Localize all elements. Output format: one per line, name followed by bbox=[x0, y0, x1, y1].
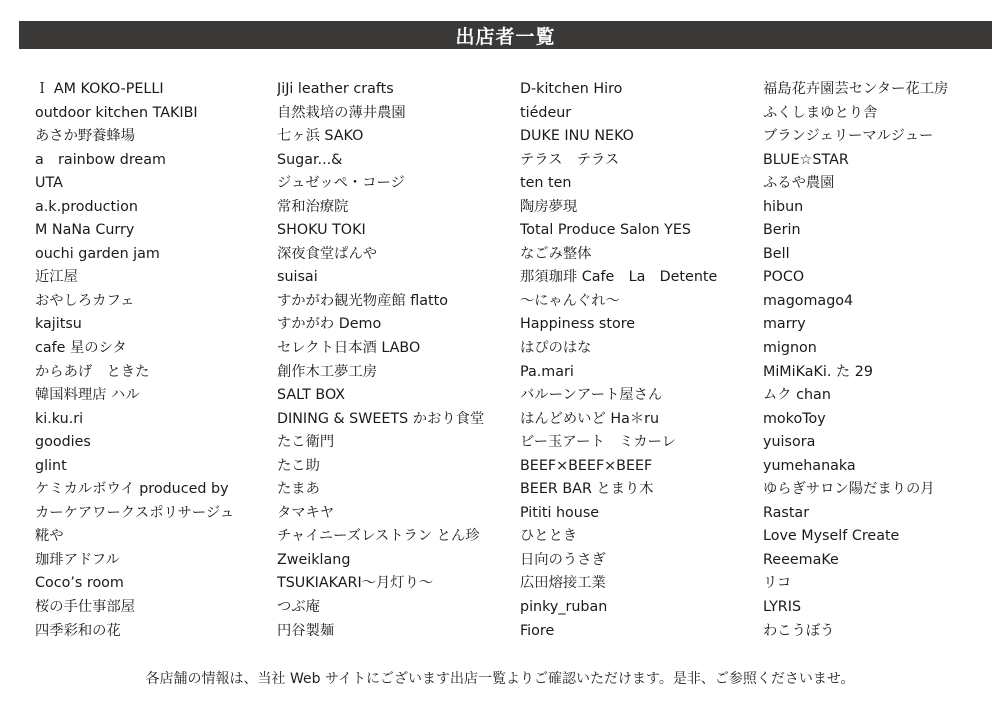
vendor-name: 四季彩和の花 bbox=[35, 622, 121, 639]
vendor-name: ケミカルボウイ produced by bbox=[35, 481, 229, 498]
vendor-name: M NaNa Curry bbox=[35, 222, 135, 239]
vendor-name: はぴのはな bbox=[520, 340, 592, 357]
vendor-column-1 bbox=[35, 78, 271, 643]
vendor-name: ひととき bbox=[520, 528, 578, 545]
vendor-name: outdoor kitchen TAKIBI bbox=[35, 104, 198, 121]
vendor-name: 七ヶ浜 SAKO bbox=[277, 128, 364, 145]
vendor-column-4 bbox=[763, 78, 995, 643]
vendor-name: goodies bbox=[35, 434, 91, 451]
vendor-name: ReeemaKe bbox=[763, 551, 839, 568]
vendor-name: SALT BOX bbox=[277, 387, 346, 404]
vendor-name: Berin bbox=[763, 222, 801, 239]
vendor-name: Fiore bbox=[520, 622, 555, 639]
vendor-name: 近江屋 bbox=[35, 269, 78, 286]
vendor-name: タマキヤ bbox=[277, 504, 335, 521]
vendor-name: Happiness store bbox=[520, 316, 636, 333]
vendor-name: DINING & SWEETS かおり食堂 bbox=[277, 410, 485, 427]
title-bar bbox=[19, 21, 992, 49]
vendor-name: たこ助 bbox=[277, 457, 320, 474]
vendor-name: 広田熔接工業 bbox=[520, 575, 606, 592]
vendor-name: からあげ ときた bbox=[35, 363, 150, 380]
vendor-name: SHOKU TOKI bbox=[277, 222, 366, 239]
vendor-name: mignon bbox=[763, 340, 817, 357]
vendor-name: POCO bbox=[763, 269, 805, 286]
vendor-name: 円谷製麺 bbox=[277, 622, 335, 639]
vendor-name: Total Produce Salon YES bbox=[520, 222, 691, 239]
vendor-name: 福島花卉園芸センター花工房 bbox=[763, 81, 949, 97]
vendor-name: ビー玉アート ミカーレ bbox=[520, 434, 676, 451]
vendor-name: UTA bbox=[35, 175, 63, 192]
vendor-name: たまあ bbox=[277, 481, 320, 498]
vendor-name: ムク chan bbox=[763, 387, 831, 404]
vendor-name: 日向のうさぎ bbox=[520, 551, 606, 568]
vendor-name: すかがわ Demo bbox=[277, 316, 382, 333]
vendor-name: Rastar bbox=[763, 504, 810, 521]
vendor-name: あさか野養蜂場 bbox=[35, 128, 136, 145]
vendor-name: なごみ整体 bbox=[520, 245, 592, 262]
vendor-name: 創作木工夢工房 bbox=[277, 363, 378, 380]
vendor-name: ki.ku.ri bbox=[35, 410, 84, 427]
vendor-name: たこ衛門 bbox=[277, 434, 335, 451]
vendor-column-2 bbox=[277, 78, 515, 643]
vendor-name: kajitsu bbox=[35, 316, 82, 333]
vendor-name: ふくしまゆとり舎 bbox=[763, 104, 878, 121]
vendor-name: Love Myself Create bbox=[763, 528, 900, 545]
vendor-name: セレクト日本酒 LABO bbox=[277, 340, 421, 357]
vendor-name: Sugar...& bbox=[277, 151, 343, 168]
vendor-name: 珈琲アドフル bbox=[35, 551, 120, 568]
vendor-name: D-kitchen Hiro bbox=[520, 81, 623, 97]
vendor-name: hibun bbox=[763, 198, 804, 215]
vendor-name: marry bbox=[763, 316, 806, 333]
vendor-name: わこうぼう bbox=[763, 622, 835, 639]
vendor-name: 那須珈琲 Cafe La Detente bbox=[520, 269, 718, 286]
vendor-name: a.k.production bbox=[35, 198, 138, 215]
vendor-name: a rainbow dream bbox=[35, 151, 166, 168]
vendor-name: 桜の手仕事部屋 bbox=[35, 599, 136, 616]
vendor-column-3 bbox=[520, 78, 756, 643]
vendor-name: BEER BAR とまり木 bbox=[520, 481, 654, 498]
vendor-name: TSUKIAKARI～月灯り～ bbox=[277, 575, 434, 592]
vendor-name: ジュゼッペ・コージ bbox=[277, 175, 405, 192]
vendor-name: はんどめいど Ha＊ru bbox=[520, 410, 660, 427]
vendor-name: ～にゃんぐれ～ bbox=[520, 292, 620, 309]
vendor-name: ten ten bbox=[520, 175, 572, 192]
footer-note: 各店舗の情報は、当社 Web サイトにございます出店一覧よりご確認いただけます。是非、ご参照くださいませ。 bbox=[145, 671, 855, 687]
vendor-name: カーケアワークスポリサージュ bbox=[35, 504, 235, 521]
page-title: 出店者一覧 bbox=[455, 25, 556, 48]
vendor-name: おやしろカフェ bbox=[35, 292, 135, 309]
vendor-name: Pa.mari bbox=[520, 363, 574, 380]
vendor-name: 深夜食堂ぱんや bbox=[277, 245, 378, 262]
vendor-name: 常和治療院 bbox=[277, 198, 349, 215]
vendor-name: pinky_ruban bbox=[520, 599, 608, 616]
vendor-name: ふるや農園 bbox=[763, 175, 835, 192]
vendor-name: Ｉ AM KOKO-PELLI bbox=[35, 81, 164, 97]
vendor-name: Pititi house bbox=[520, 504, 600, 521]
vendor-name: cafe 星のシタ bbox=[35, 340, 127, 357]
vendor-name: BEEF×BEEF×BEEF bbox=[520, 457, 653, 474]
vendor-name: Coco’s room bbox=[35, 575, 124, 592]
vendor-name: magomago4 bbox=[763, 292, 854, 309]
vendor-name: tiédeur bbox=[520, 104, 572, 121]
vendor-name: ブランジェリーマルジュー bbox=[763, 128, 934, 145]
vendor-name: テラス テラス bbox=[520, 151, 620, 168]
vendor-name: つぶ庵 bbox=[277, 599, 320, 616]
vendor-name: BLUE☆STAR bbox=[763, 151, 849, 168]
vendor-name: 陶房夢現 bbox=[520, 198, 578, 215]
vendor-name: glint bbox=[35, 457, 67, 474]
vendor-name: ゆらぎサロン陽だまりの月 bbox=[763, 481, 935, 498]
vendor-name: Zweiklang bbox=[277, 551, 351, 568]
vendor-name: JiJi leather crafts bbox=[277, 81, 394, 97]
vendor-name: mokoToy bbox=[763, 410, 826, 427]
vendor-name: suisai bbox=[277, 269, 318, 286]
vendor-name: MiMiKaKi. た 29 bbox=[763, 363, 873, 380]
vendor-name: yumehanaka bbox=[763, 457, 856, 474]
vendor-name: yuisora bbox=[763, 434, 816, 451]
vendor-name: バルーンアート屋さん bbox=[520, 387, 663, 404]
vendor-name: リコ bbox=[763, 575, 792, 592]
vendor-name: DUKE INU NEKO bbox=[520, 128, 634, 145]
vendor-name: ouchi garden jam bbox=[35, 245, 160, 262]
vendor-name: 糀や bbox=[35, 528, 64, 545]
vendor-name: LYRIS bbox=[763, 599, 802, 616]
vendor-name: Bell bbox=[763, 245, 790, 262]
vendor-name: チャイニーズレストラン とん珍 bbox=[277, 528, 480, 545]
vendor-name: すかがわ観光物産館 flatto bbox=[277, 292, 448, 309]
vendor-name: 韓国料理店 ハル bbox=[35, 387, 140, 404]
vendor-name: 自然栽培の薄井農園 bbox=[277, 104, 406, 121]
